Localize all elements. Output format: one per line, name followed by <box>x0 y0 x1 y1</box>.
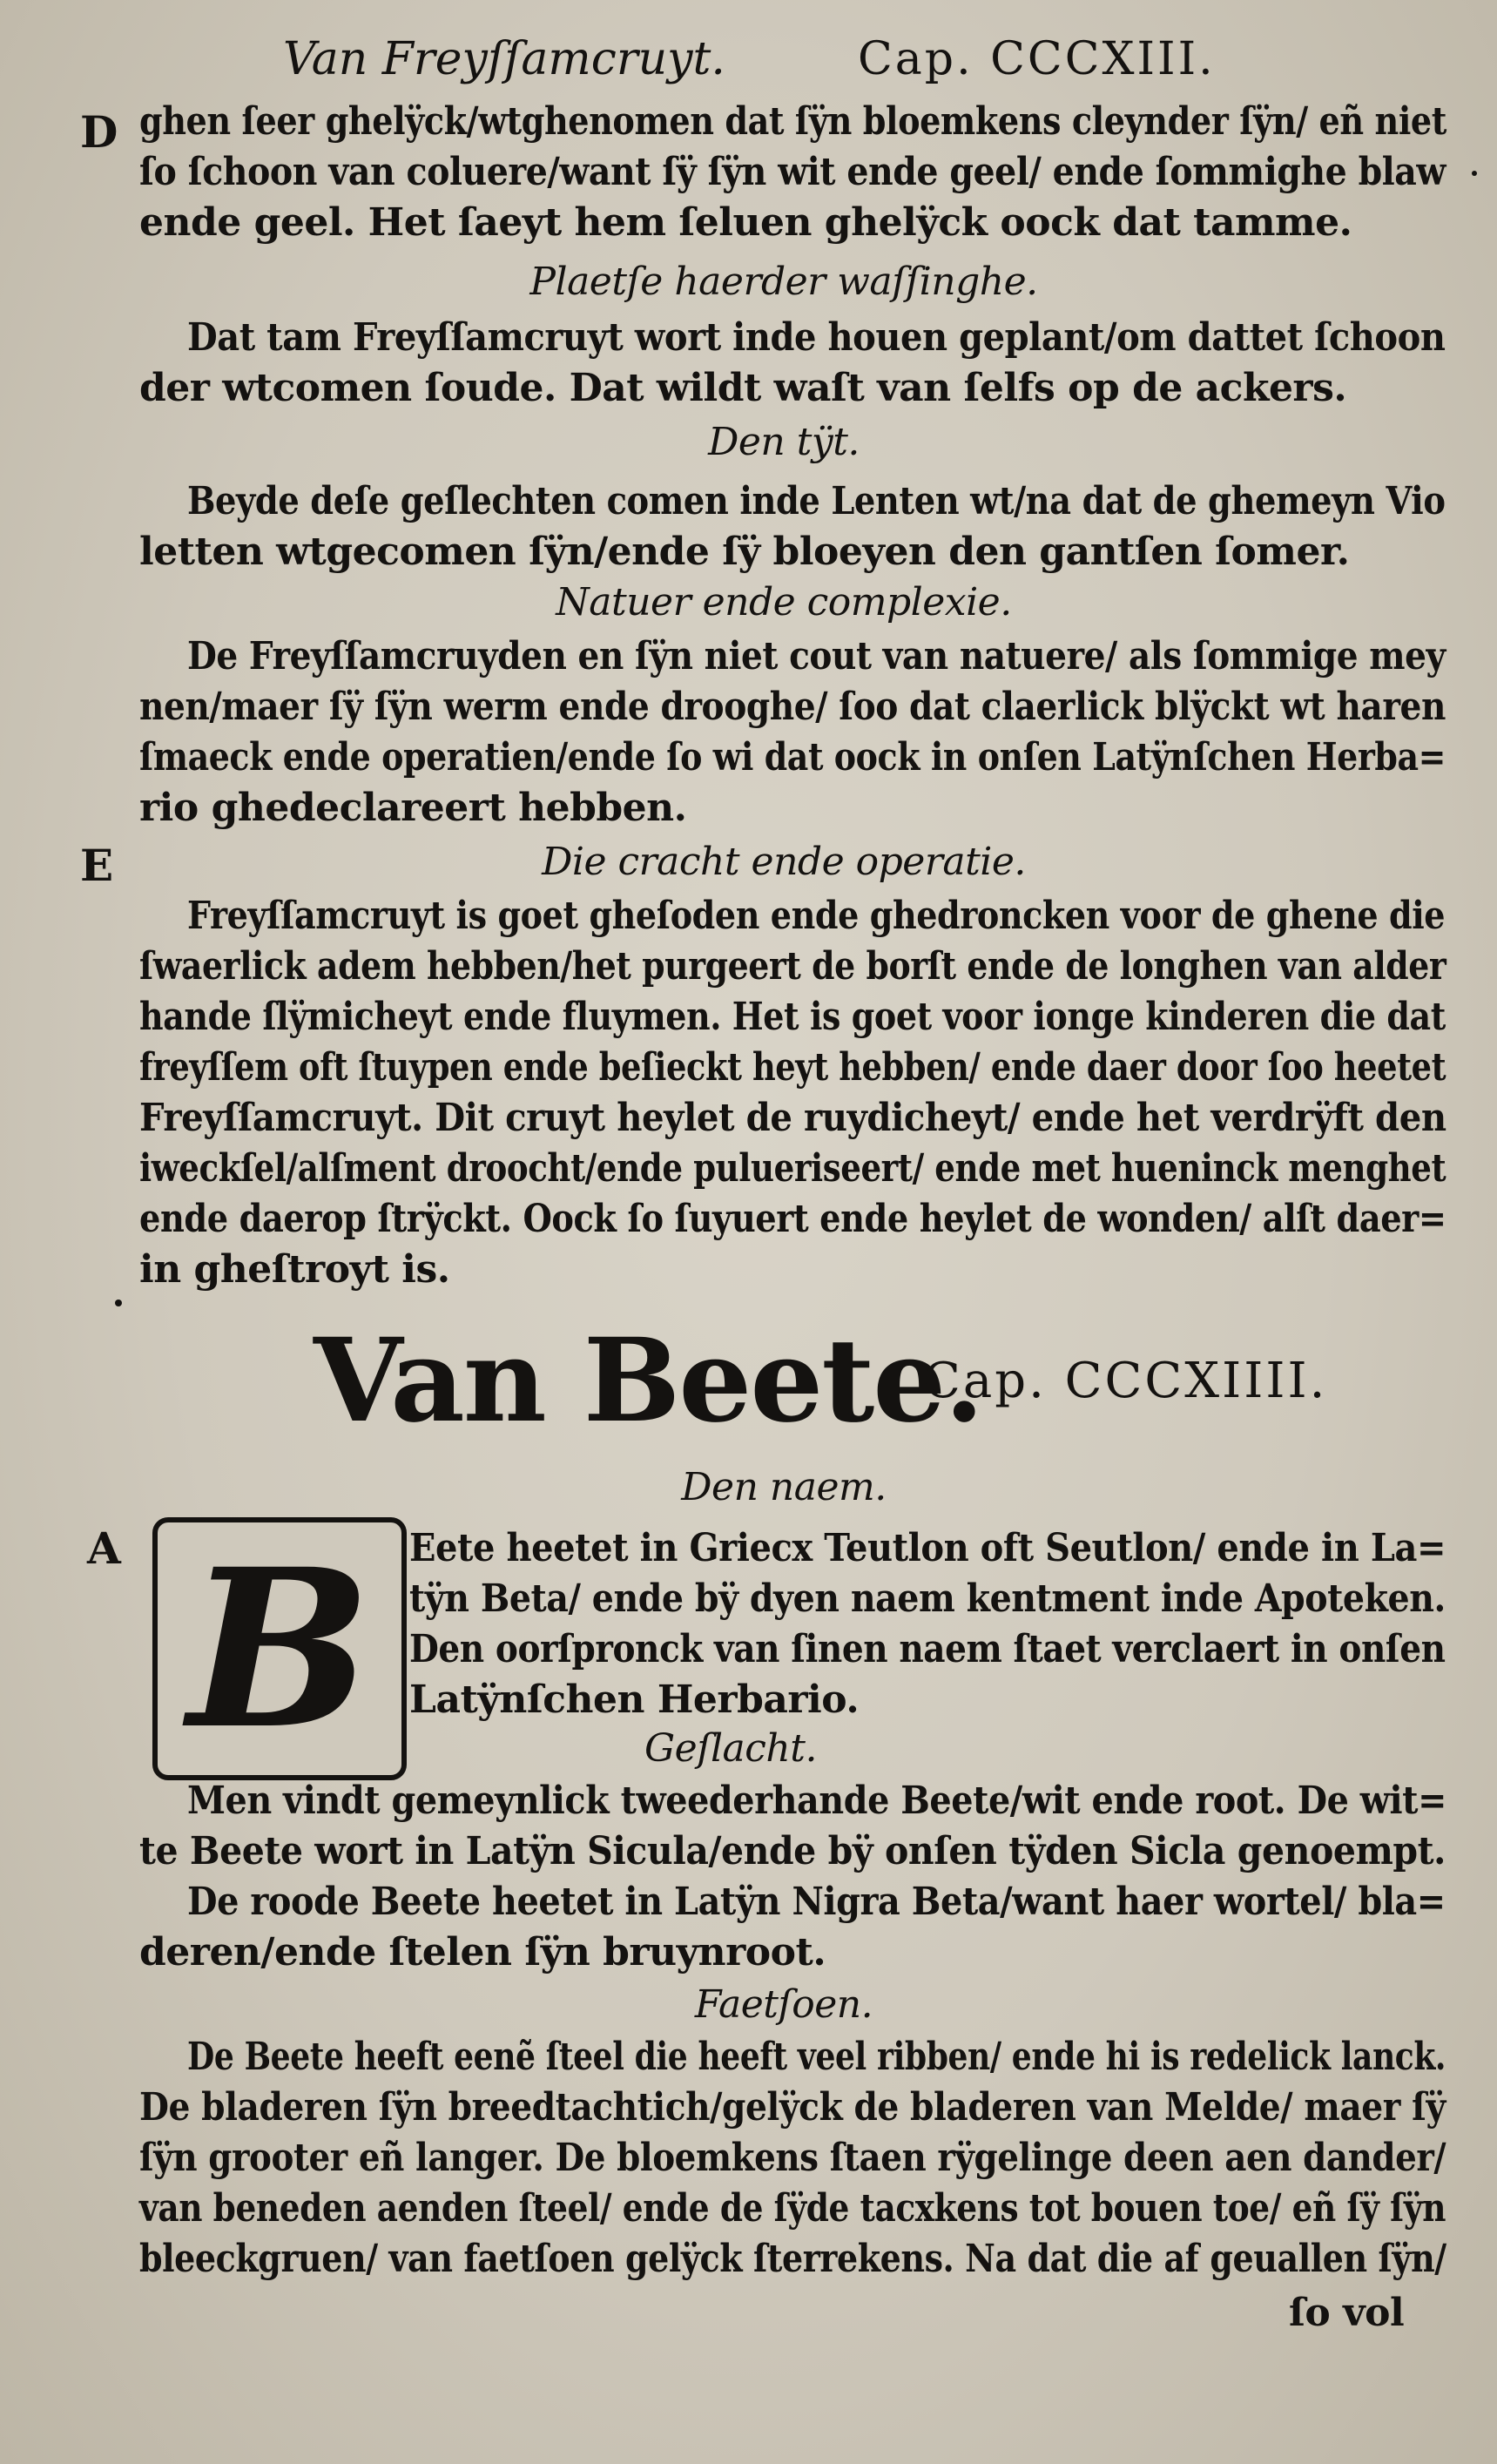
ink-spot <box>1472 171 1477 176</box>
text-line-content: Latÿnſchen Herbario. <box>409 1678 860 1722</box>
margin-letter-e: E <box>80 840 114 891</box>
text-line <box>0 683 1497 732</box>
text-line <box>0 528 1497 577</box>
text-line-content: iweckſel/alſment droocht/ende pulueriseert/ ende met hueninck menghet <box>139 1146 1446 1191</box>
running-head-title: Van Freyſſamcruyt. <box>283 33 725 85</box>
heading-time: Den tÿt. <box>708 420 860 464</box>
text-line-content: ſmaeck ende operatien/ende ſo wi dat oock in onſen Latÿnſchen Herba= <box>139 735 1446 780</box>
text-line <box>0 199 1497 247</box>
text-line-content: te Beete wort in Latÿn Sicula/ende bÿ onſen tÿden Sicla genoempt. <box>139 1829 1446 1873</box>
text-line <box>0 733 1497 782</box>
initial-letter: B <box>187 1521 372 1777</box>
text-line-content: Freyſſamcruyt. Dit cruyt heylet de ruydicheyt/ ende het verdrÿft den <box>139 1096 1446 1140</box>
text-line-content: Eete heetet in Griecx Teutlon oft Seutlon/ ende in La= <box>409 1526 1446 1570</box>
text-line-content: ende geel. Het ſaeyt hem ſeluen ghelÿck oock dat tamme. <box>139 200 1352 245</box>
margin-letter-d: D <box>80 106 118 158</box>
text-line-content: hande ſlÿmicheyt ende fluymen. Het is goet voor ionge kinderen die dat <box>139 995 1446 1039</box>
text-line <box>0 1777 1497 1826</box>
running-head <box>0 33 1497 94</box>
text-line-content: ghen ſeer ghelÿck/wtghenomen dat ſÿn bloemkens cleynder ſÿn/ eñ niet <box>139 99 1446 144</box>
heading-name: Den naem. <box>681 1465 887 1509</box>
text-line-content: letten wtgecomen ſÿn/ende ſÿ bloeyen den gantſen ſomer. <box>139 530 1350 574</box>
text-line <box>0 1043 1497 1092</box>
text-line <box>0 1524 1497 1573</box>
chapter-number: Cap. CCCXIIII. <box>923 1353 1328 1409</box>
catchword-line <box>0 2289 1497 2338</box>
text-line <box>0 1676 1497 1725</box>
text-line <box>0 1625 1497 1674</box>
text-line-content: nen/maer ſÿ ſÿn werm ende drooghe/ ſoo dat claerlick blÿckt wt haren <box>139 685 1446 729</box>
text-line <box>0 1878 1497 1927</box>
text-line-content: der wtcomen ſoude. Dat wildt waſt van ſelfs op de ackers. <box>139 366 1347 410</box>
section-heading <box>0 258 1497 307</box>
text-line <box>0 1928 1497 1977</box>
text-line-content: ſo ſchoon van coluere/want ſÿ ſÿn wit ende geel/ ende ſommighe blaw <box>139 150 1446 194</box>
margin-letter-a: A <box>87 1522 121 1574</box>
text-line-content: De Freyſſamcruyden en ſÿn niet cout van natuere/ als ſommige mey <box>187 634 1446 678</box>
section-heading <box>0 1463 1497 1512</box>
text-line-content: ende daerop ſtrÿckt. Oock ſo ſuyuert ende heylet de wonden/ alſt daer= <box>139 1197 1446 1241</box>
text-line <box>0 2235 1497 2284</box>
text-line-content: ſwaerlick adem hebben/het purgeert de borſt ende de longhen van alder <box>139 944 1446 989</box>
text-line-content: tÿn Beta/ ende bÿ dyen naem kentment inde Apoteken. <box>409 1576 1446 1621</box>
section-heading <box>0 418 1497 467</box>
text-line <box>0 892 1497 941</box>
text-line <box>0 2134 1497 2183</box>
text-line <box>0 2033 1497 2082</box>
text-line-content: rio ghedeclareert hebben. <box>139 786 687 830</box>
text-line <box>0 1094 1497 1143</box>
chapter-heading <box>0 1313 1497 1448</box>
text-line-content: De roode Beete heetet in Latÿn Nigra Beta/want haer wortel/ bla= <box>187 1880 1446 1924</box>
heading-kind: Geſlacht. <box>644 1726 817 1771</box>
text-line <box>0 784 1497 833</box>
running-head-chapter: Cap. CCCXIII. <box>858 33 1216 85</box>
text-line-content: De Beete heeft eenẽ ſteel die heeft veel ribben/ ende hi is redelick lanck. <box>187 2035 1446 2079</box>
text-line-content: freyſſem oft ſtuypen ende beſieckt heyt hebben/ ende daer door ſoo heetet <box>139 1045 1446 1090</box>
text-line <box>0 1246 1497 1294</box>
text-line <box>0 1575 1497 1624</box>
text-line-content: Beyde deſe geſlechten comen inde Lenten wt/na dat de ghemeyn Vio <box>187 479 1446 523</box>
text-line-content: Freyſſamcruyt is goet gheſoden ende ghedroncken voor de ghene die <box>187 894 1446 938</box>
text-line <box>0 1144 1497 1193</box>
text-line-content: Den oorſpronck van ſinen naem ſtaet verclaert in onſen <box>409 1627 1446 1671</box>
text-line <box>0 2184 1497 2233</box>
text-line-content: De bladeren ſÿn breedtachtich/gelÿck de bladeren van Melde/ maer ſÿ <box>139 2085 1446 2130</box>
section-heading <box>0 838 1497 887</box>
heading-place: Plaetſe haerder waſſinghe. <box>529 260 1038 304</box>
heading-virtue: Die cracht ende operatie. <box>542 840 1026 884</box>
section-heading <box>0 1981 1497 2029</box>
text-line-content: ſÿn grooter eñ langer. De bloemkens ſtaen rÿgelinge deen aen dander/ <box>139 2136 1446 2180</box>
heading-form: Faetſoen. <box>694 1982 873 2027</box>
text-line <box>0 2083 1497 2132</box>
text-line-content: Dat tam Freyſſamcruyt wort inde houen geplant/om dattet ſchoon <box>187 315 1446 360</box>
heading-nature: Natuer ende complexie. <box>556 580 1012 624</box>
text-line <box>0 98 1497 146</box>
text-line <box>0 942 1497 991</box>
text-line-content: in gheſtroyt is. <box>139 1247 450 1292</box>
text-line-content: bleeckgruen/ van faetſoen gelÿck ſterrekens. Na dat die af geuallen ſÿn/ <box>139 2237 1446 2281</box>
text-line <box>0 993 1497 1042</box>
text-line-content: van beneden aenden ſteel/ ende de ſÿde tacxkens tot bouen toe/ eñ ſÿ ſÿn <box>139 2186 1446 2231</box>
text-line <box>0 632 1497 681</box>
text-line <box>0 477 1497 526</box>
text-line <box>0 364 1497 413</box>
text-line <box>0 148 1497 197</box>
text-line-content: Men vindt gemeynlick tweederhande Beete/wit ende root. De wit= <box>187 1779 1446 1823</box>
text-line <box>0 1195 1497 1244</box>
section-heading <box>0 578 1497 627</box>
text-line <box>0 314 1497 362</box>
text-line <box>0 1827 1497 1876</box>
chapter-title: Van Beete. <box>314 1313 983 1448</box>
catchword: ſo vol <box>1289 2291 1405 2335</box>
ink-spot <box>115 1300 122 1306</box>
text-line-content: deren/ende ſtelen ſÿn bruynroot. <box>139 1930 826 1975</box>
section-heading <box>0 1725 1497 1773</box>
